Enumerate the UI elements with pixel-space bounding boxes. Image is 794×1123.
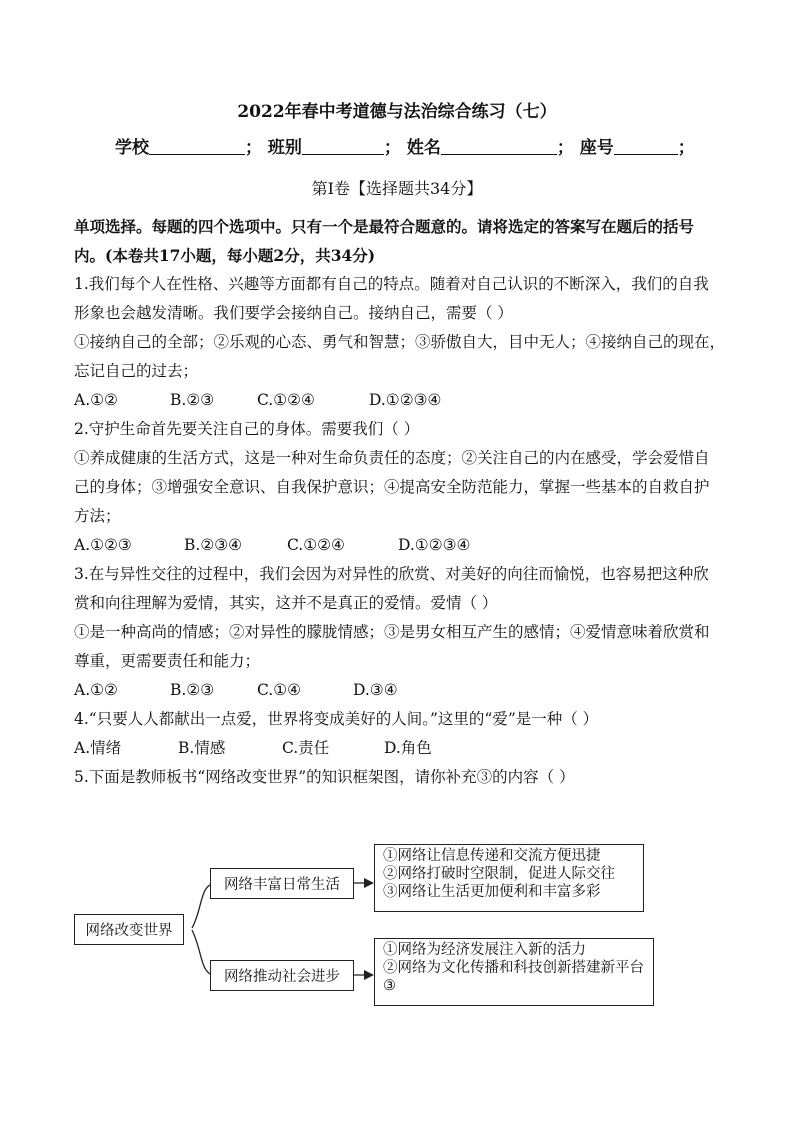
field-name-label: 姓名 — [406, 138, 441, 158]
option-d[interactable]: D.角色 — [384, 739, 432, 757]
option-b[interactable]: B.②③ — [170, 391, 215, 409]
question-3-options — [74, 676, 724, 705]
arrow-branch-1-head — [364, 878, 374, 888]
question-3-items: ①是一种高尚的情感；②对异性的朦胧情感；③是男女相互产生的感情；④爱情意味着欣赏和 — [74, 623, 710, 641]
question-2-items: 方法； — [74, 507, 121, 525]
option-a[interactable]: A.①②③ — [74, 536, 132, 554]
option-b[interactable]: B.②③④ — [184, 536, 243, 554]
option-b[interactable]: B.②③ — [170, 681, 215, 699]
question-2-items: 己的身体；③增强安全意识、自我保护意识；④提高安全防范能力，掌握一些基本的自救自护 — [74, 478, 710, 496]
question-1-items: 忘记自己的过去； — [74, 362, 199, 380]
branch-2-point-blank[interactable]: ③ — [383, 978, 396, 994]
diagram-branch-1-node: 网络丰富日常生活 — [210, 868, 354, 899]
option-d[interactable]: D.③④ — [353, 681, 398, 699]
field-name-sep: ； — [556, 138, 574, 158]
option-a[interactable]: A.①② — [74, 681, 118, 699]
question-3-items: 尊重，更需要责任和能力； — [74, 652, 261, 670]
student-info-fields — [115, 133, 695, 158]
option-a[interactable]: A.情绪 — [74, 739, 122, 757]
field-name-blank[interactable] — [441, 138, 557, 155]
field-class-blank[interactable] — [302, 138, 384, 155]
exam-title: 2022年春中考道德与法治综合练习（七） — [237, 102, 557, 122]
field-class-label: 班别 — [267, 138, 302, 158]
option-c[interactable]: C.①②④ — [287, 536, 345, 554]
field-class-sep: ； — [383, 138, 401, 158]
question-1-options — [74, 386, 724, 415]
question-3-stem: 3.在与异性交往的过程中，我们会因为对异性的欣赏、对美好的向往而愉悦，也容易把这种欣 — [74, 565, 709, 583]
question-1-stem: 1.我们每个人在性格、兴趣等方面都有自己的特点。随着对自己认识的不断深入，我们的自我 — [74, 275, 709, 293]
field-seat-label: 座号 — [579, 138, 614, 158]
instruction-line: 单项选择。每题的四个选项中。只有一个是最符合题意的。请将选定的答案写在题后的括号 — [74, 217, 695, 236]
instruction-line: 内。(本卷共17小题，每小题2分，共34分) — [74, 246, 376, 265]
diagram-root-node: 网络改变世界 — [74, 914, 184, 945]
question-5-stem: 5.下面是教师板书“网络改变世界”的知识框架图，请你补充③的内容（ ） — [74, 768, 575, 786]
branch-1-point: ①网络让信息传递和交流方便迅捷 — [383, 848, 601, 864]
section-heading: 第Ⅰ卷【选择题共34分】 — [311, 179, 483, 198]
option-c[interactable]: C.①④ — [257, 681, 302, 699]
question-4-stem: 4.“只要人人都献出一点爱，世界将变成美好的人间。”这里的“爱”是一种（ ） — [74, 710, 599, 728]
connector-root-branch-2 — [192, 930, 212, 975]
diagram-branch-2-node: 网络推动社会进步 — [210, 960, 354, 991]
question-content — [74, 212, 724, 792]
option-c[interactable]: C.①②④ — [257, 391, 315, 409]
branch-1-point: ②网络打破时空限制，促进人际交往 — [383, 866, 615, 882]
option-b[interactable]: B.情感 — [178, 739, 226, 757]
option-c[interactable]: C.责任 — [282, 739, 330, 757]
branch-1-point: ③网络让生活更加便利和丰富多彩 — [383, 884, 601, 900]
diagram-branch-1-points — [374, 844, 644, 912]
option-d[interactable]: D.①②③④ — [398, 536, 471, 554]
option-a[interactable]: A.①② — [74, 391, 118, 409]
branch-2-point: ②网络为文化传播和科技创新搭建新平台 — [383, 960, 644, 976]
option-d[interactable]: D.①②③④ — [369, 391, 442, 409]
branch-2-point: ①网络为经济发展注入新的活力 — [383, 942, 586, 958]
field-school-blank[interactable] — [149, 138, 245, 155]
knowledge-diagram — [74, 838, 674, 1018]
question-3-stem: 赏和向往理解为爱情，其实，这并不是真正的爱情。爱情（ ） — [74, 594, 498, 612]
question-2-items: ①养成健康的生活方式，这是一种对生命负责任的态度；②关注自己的内在感受，学会爱惜自 — [74, 449, 710, 467]
arrow-branch-2-head — [364, 970, 374, 980]
question-1-items: ①接纳自己的全部；②乐观的心态、勇气和智慧；③骄傲自大，目中无人；④接纳自己的现在， — [74, 333, 726, 351]
question-2-options — [74, 531, 724, 560]
question-2-stem: 2.守护生命首先要关注自己的身体。需要我们（ ） — [74, 420, 420, 438]
question-1-stem: 形象也会越发清晰。我们要学会接纳自己。接纳自己，需要（ ） — [74, 304, 513, 322]
connector-root-branch-1 — [192, 884, 212, 928]
field-seat-blank[interactable] — [614, 138, 678, 155]
field-seat-sep: ； — [677, 138, 695, 158]
question-4-options — [74, 734, 724, 763]
field-school-label: 学校 — [115, 138, 149, 158]
diagram-branch-2-points — [374, 938, 654, 1006]
field-school-sep: ； — [245, 138, 262, 158]
